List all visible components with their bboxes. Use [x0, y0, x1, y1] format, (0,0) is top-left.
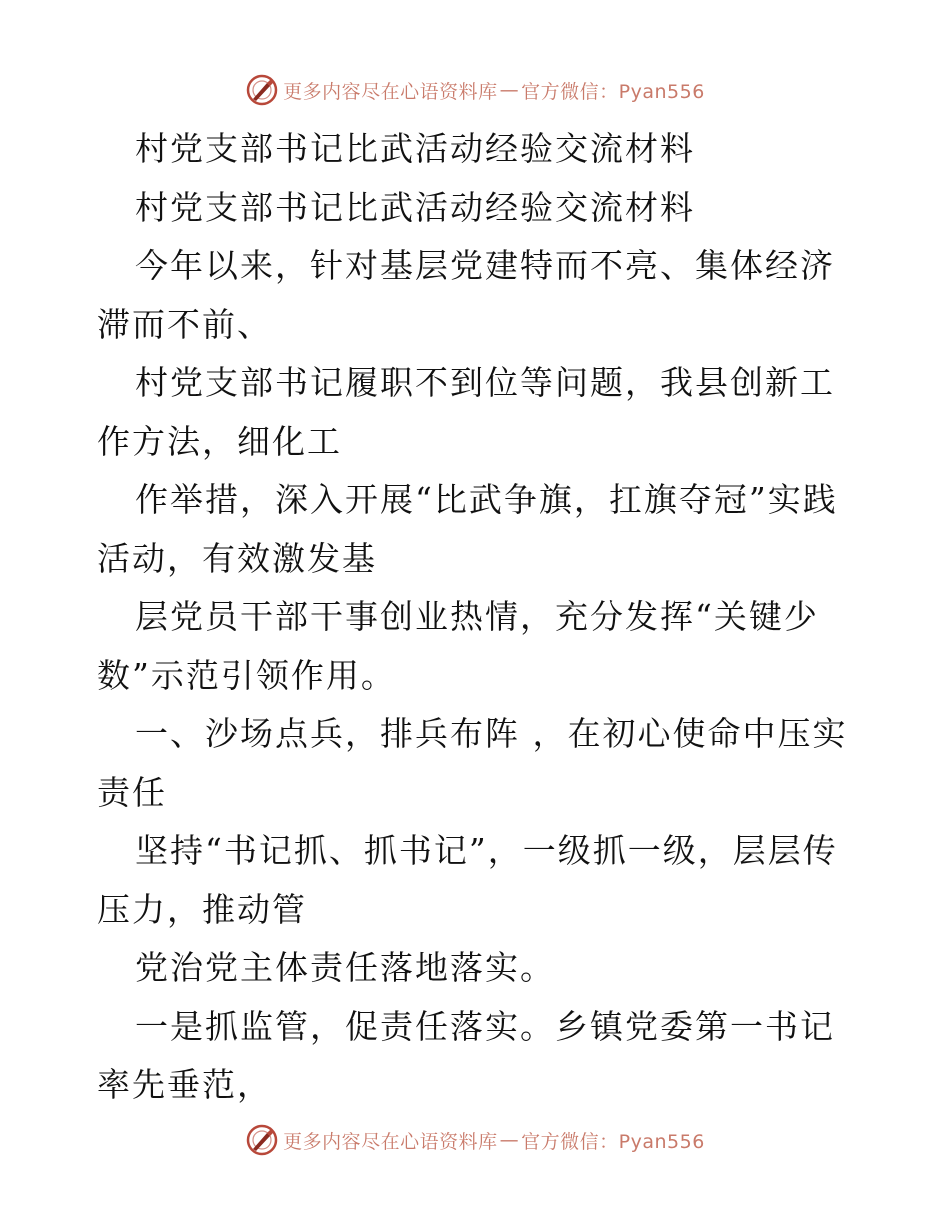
pen-circle-logo-icon — [245, 1123, 279, 1157]
watermark-text: 更多内容尽在心语资料库 — [283, 80, 498, 103]
paragraph: 党治党主体责任落地落实。 — [135, 948, 555, 987]
pen-circle-logo-icon — [245, 73, 279, 107]
section-heading: 一、沙场点兵，排兵布阵 ，在初心使命中压实责任 — [97, 714, 848, 812]
watermark-header — [0, 70, 950, 110]
watermark-dash: — — [499, 79, 520, 101]
watermark-text: 更多内容尽在心语资料库 — [283, 1130, 498, 1153]
doc-title-repeat: 村党支部书记比武活动经验交流材料 — [135, 187, 695, 227]
paragraph: 作举措，深入开展“比武争旗，扛旗夺冠”实践活动，有效激发基 — [97, 480, 838, 578]
watermark-footer — [0, 1120, 950, 1160]
document-body — [97, 120, 857, 1115]
watermark-suffix: 官方微信：Pyan556 — [521, 80, 705, 103]
paragraph: 村党支部书记履职不到位等问题，我县创新工作方法，细化工 — [97, 363, 835, 461]
paragraph: 一是抓监管，促责任落实。乡镇党委第一书记率先垂范， — [97, 1006, 835, 1104]
paragraph: 层党员干部干事创业热情，充分发挥“关键少数”示范引领作用。 — [97, 597, 819, 695]
doc-title: 村党支部书记比武活动经验交流材料 — [135, 129, 695, 168]
paragraph: 今年以来，针对基层党建特而不亮、集体经济滞而不前、 — [97, 246, 835, 344]
paragraph: 坚持“书记抓、抓书记”，一级抓一级，层层传压力，推动管 — [97, 831, 838, 929]
watermark-suffix: 官方微信：Pyan556 — [521, 1130, 705, 1153]
watermark-dash: — — [499, 1129, 520, 1151]
